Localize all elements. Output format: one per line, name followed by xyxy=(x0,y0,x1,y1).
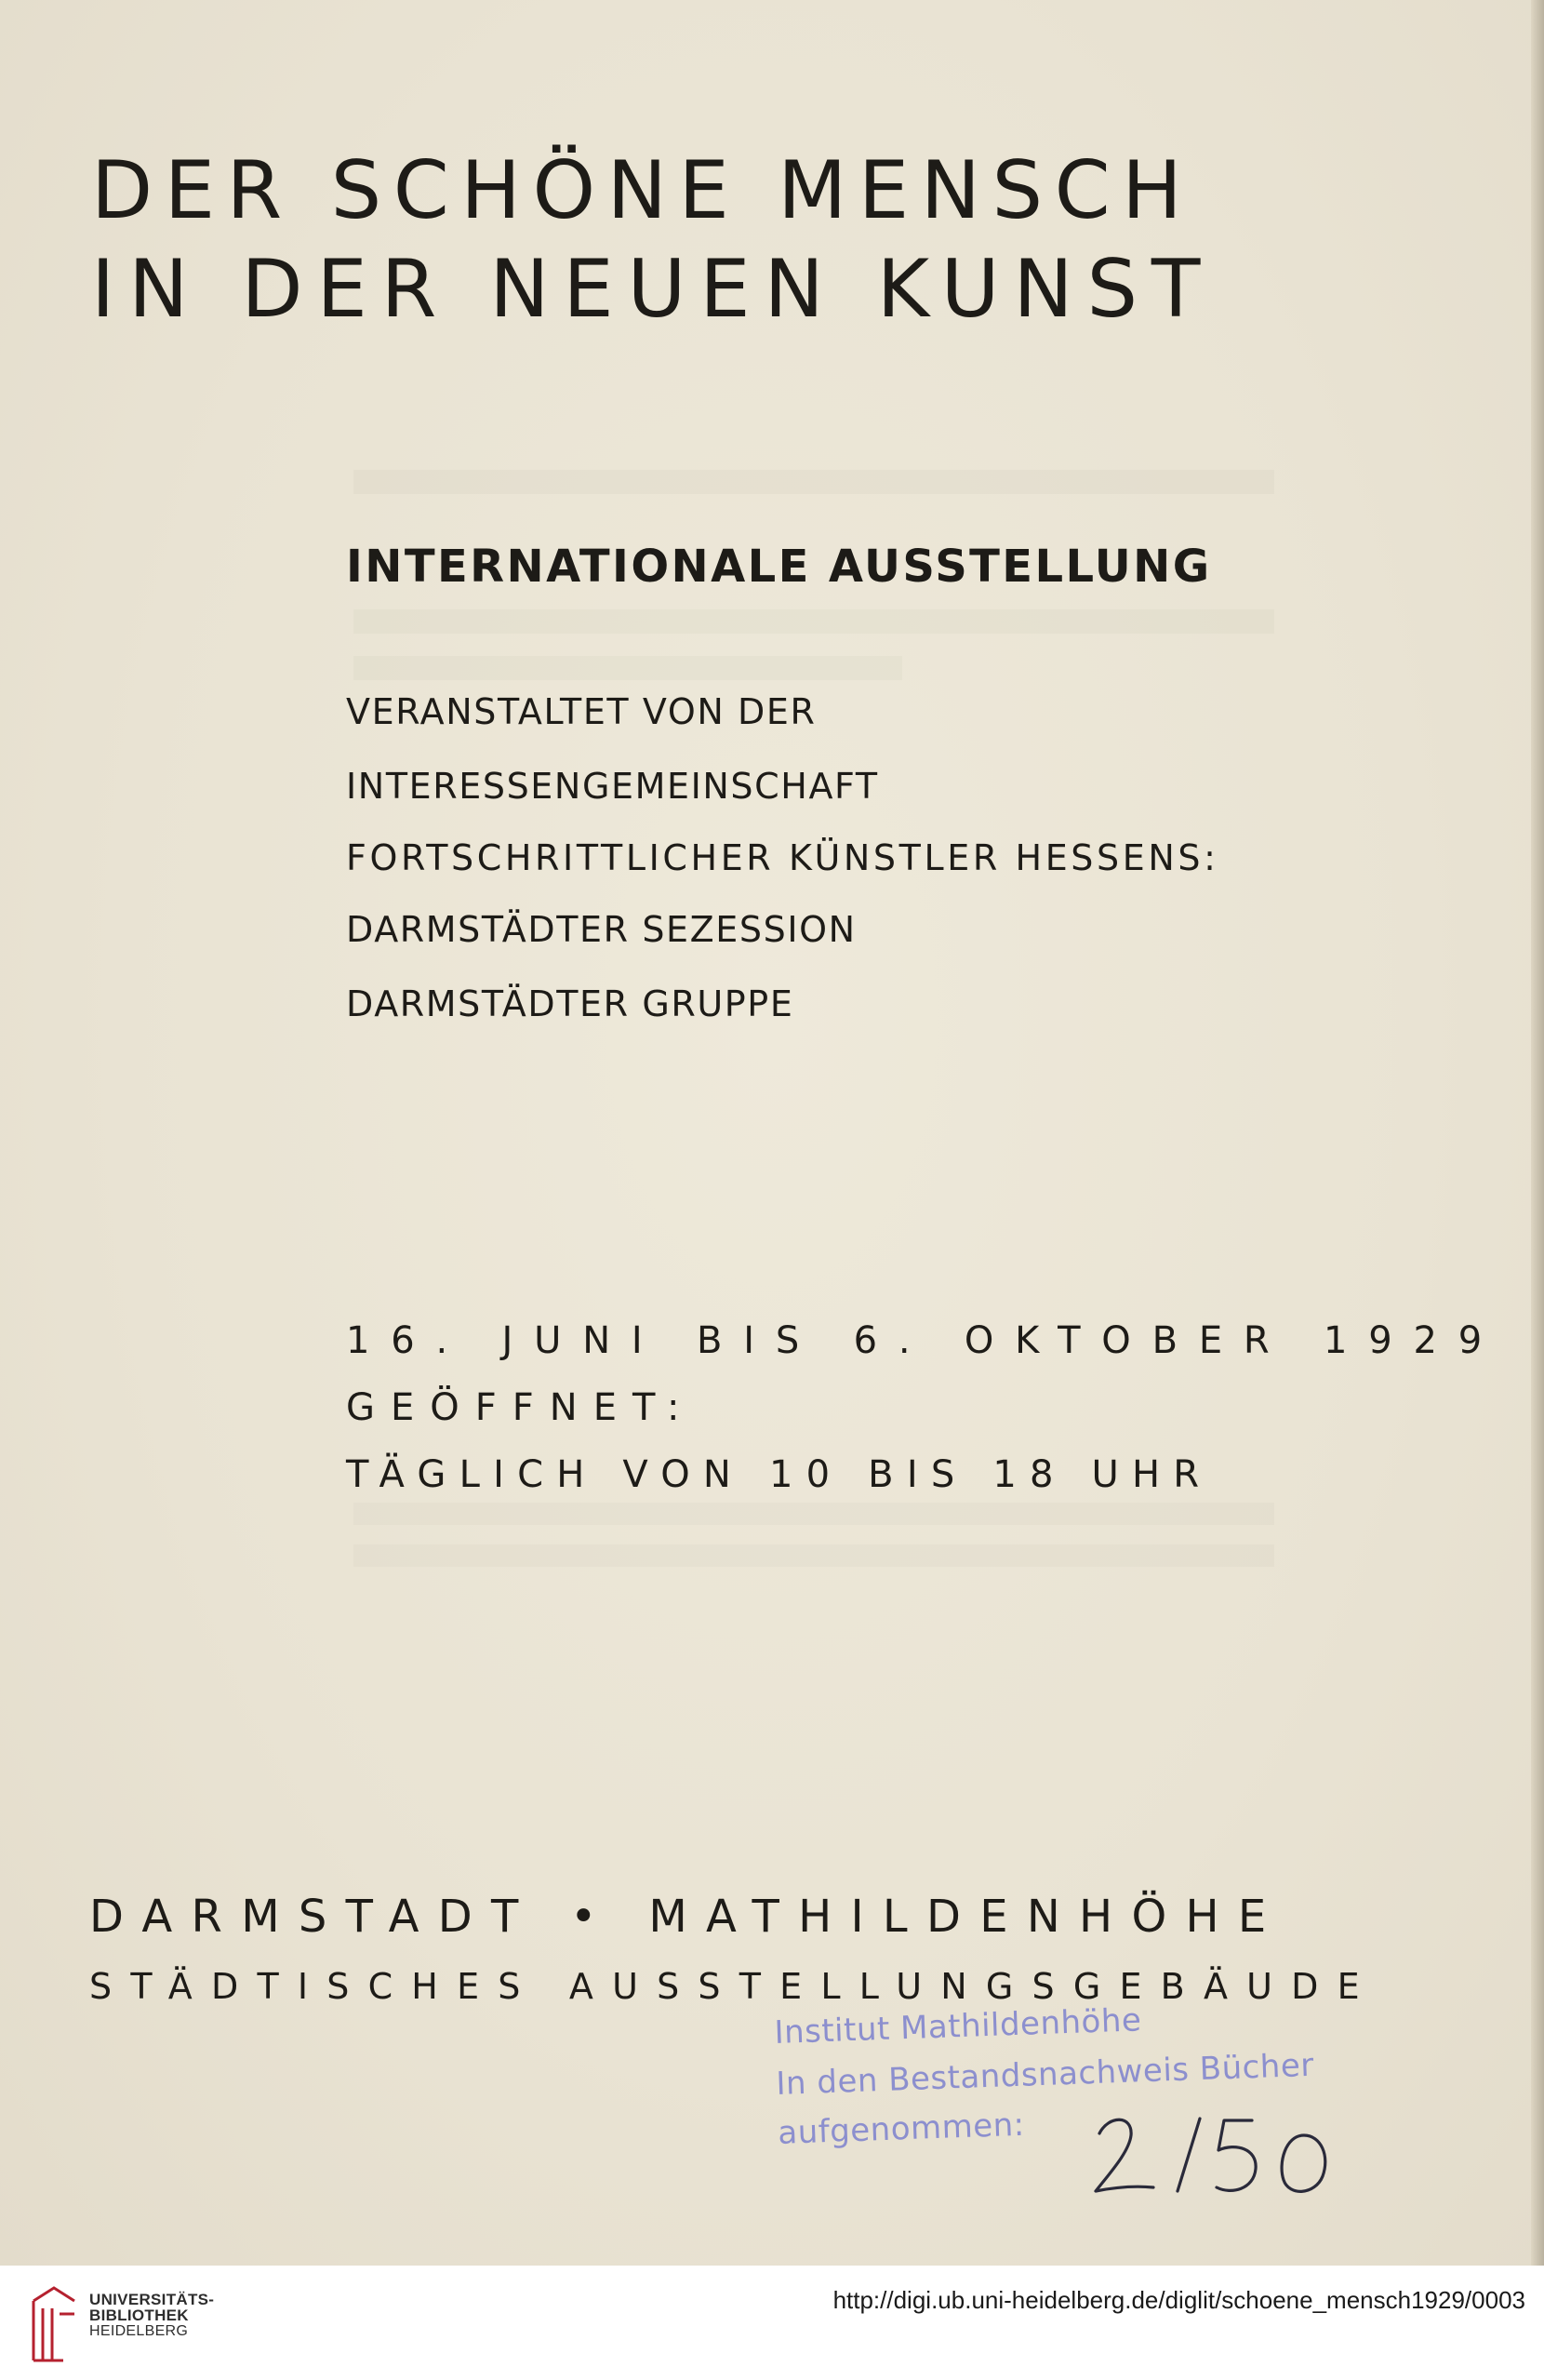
library-name-line: HEIDELBERG xyxy=(89,2322,189,2339)
organizer-line: DARMSTÄDTER GRUPPE xyxy=(346,983,794,1024)
bleed-through-mark xyxy=(353,656,902,680)
opening-hours: TÄGLICH VON 10 BIS 18 UHR xyxy=(346,1453,1213,1496)
exhibition-dates: 16. JUNI BIS 6. OKTOBER 1929 xyxy=(346,1319,1504,1362)
page-edge-shadow xyxy=(1531,0,1544,2266)
title-line-2: IN DER NEUEN KUNST xyxy=(91,243,1215,336)
bleed-through-mark xyxy=(353,1544,1274,1567)
bleed-through-mark xyxy=(353,609,1274,634)
bleed-through-mark xyxy=(353,1503,1274,1525)
opening-label: GEÖFFNET: xyxy=(346,1386,696,1429)
bleed-through-mark xyxy=(353,470,1274,494)
stamp-line: aufgenommen: xyxy=(777,2106,1026,2152)
library-name-line: BIBLIOTHEK xyxy=(89,2306,189,2325)
organizer-line: DARMSTÄDTER SEZESSION xyxy=(346,909,857,950)
location-line-2: STÄDTISCHES AUSSTELLUNGSGEBÄUDE xyxy=(89,1966,1378,2007)
organizer-line: FORTSCHRITTLICHER KÜNSTLER HESSENS: xyxy=(346,837,1219,878)
library-logo-icon xyxy=(26,2282,82,2366)
permalink-url[interactable]: http://digi.ub.uni-heidelberg.de/diglit/schoene_mensch1929/0003 xyxy=(832,2286,1525,2314)
organizer-line: INTERESSENGEMEINSCHAFT xyxy=(346,766,879,807)
digitization-footer xyxy=(0,2266,1544,2380)
handwritten-number xyxy=(1088,2098,1339,2210)
library-name-line: UNIVERSITÄTS- xyxy=(89,2291,215,2308)
library-name xyxy=(89,2292,214,2339)
location-line-1: DARMSTADT • MATHILDENHÖHE xyxy=(89,1891,1285,1943)
stamp-line: In den Bestandsnachweis Bücher xyxy=(775,2046,1315,2103)
stamp-line: Institut Mathildenhöhe xyxy=(773,2001,1142,2052)
organizer-line: VERANSTALTET VON DER xyxy=(346,691,817,732)
subtitle: INTERNATIONALE AUSSTELLUNG xyxy=(346,541,1212,593)
title-line-1: DER SCHÖNE MENSCH xyxy=(91,144,1194,237)
